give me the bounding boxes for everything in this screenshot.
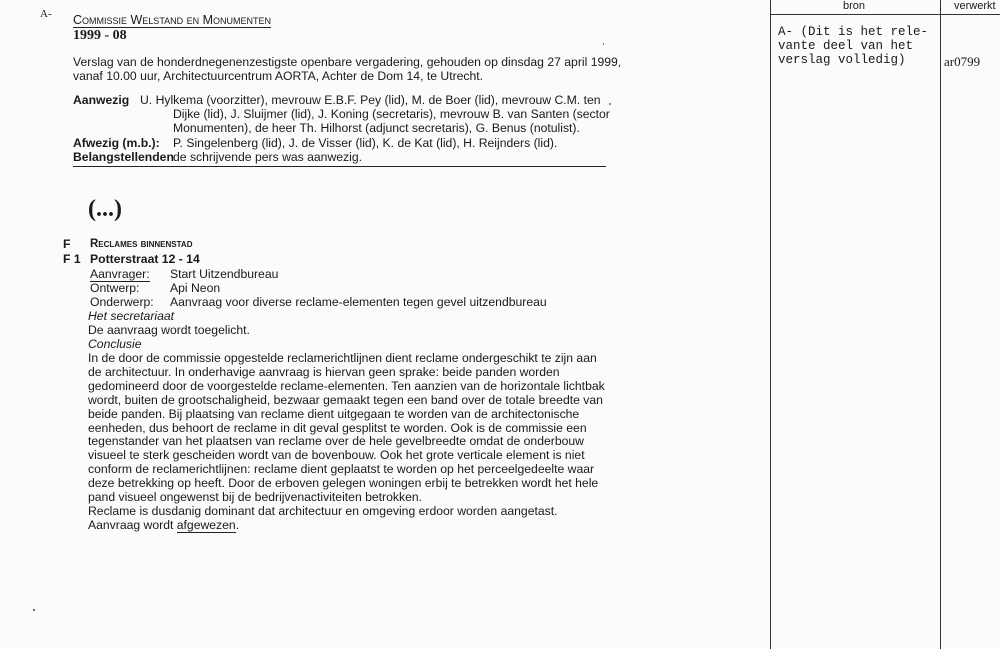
scan-speck — [603, 43, 604, 45]
design-value: Api Neon — [170, 281, 221, 295]
final-decision-suffix: . — [235, 517, 240, 532]
year-reference: 1999 - 08 — [73, 28, 127, 43]
bron-note — [778, 25, 928, 68]
committee-name: Commissie Welstand en Monumenten — [73, 13, 272, 27]
final-decision: afgewezen — [176, 517, 236, 532]
verwerkt-header: verwerkt — [954, 0, 996, 12]
conclusion-line: wordt, buiten de grootschaligheid, bezwaar gemaakt tegen een band over de totale breedte van — [88, 392, 603, 407]
column-divider-bron — [770, 0, 771, 649]
conclusion-line: Reclame is dusdanig dominant dat architectuur en omgeving erdoor worden aangetast. — [88, 503, 558, 518]
conclusion-line: visueel te sterk gescheiden wordt van de bovenbouw. Ook het grote verticale element is niet — [88, 448, 585, 463]
intro-line: vanaf 10.00 uur, Architectuurcentrum AORTA, Achter de Dom 14, te Utrecht. — [73, 68, 484, 83]
bron-note-line: vante deel van het — [778, 39, 914, 54]
present-line: U. Hylkema (voorzitter), mevrouw E.B.F. Pey (lid), M. de Boer (lid), mevrouw C.M. ten — [140, 93, 601, 107]
stakeholders-label: Belangstellenden — [73, 150, 174, 164]
present-label: Aanwezig — [73, 93, 130, 107]
margin-mark: A- — [40, 8, 52, 20]
secretariat-text: De aanvraag wordt toegelicht. — [88, 323, 250, 337]
conclusion-line: In de door de commissie opgestelde reclamerichtlijnen dient reclame ondergeschikt te zijn aan — [88, 351, 597, 365]
applicant-label-text: Aanvrager: — [90, 267, 150, 281]
stakeholders-text: de schrijvende pers was aanwezig. — [173, 150, 363, 164]
bron-note-line: verslag volledig) — [778, 53, 906, 68]
absent-label: Afwezig (m.b.): — [73, 136, 160, 150]
present-line: Monumenten), de heer Th. Hilhorst (adjunct secretaris), G. Benus (notulist). — [173, 120, 580, 135]
conclusion-line: tegenstander van het plaatsen van reclame over de hele gevelbreedte omdat de onderbouw — [88, 434, 584, 449]
design-label: Ontwerp: — [90, 281, 140, 295]
header-separator — [73, 166, 606, 167]
column-header-rule — [770, 14, 1000, 15]
secretariat-heading: Het secretariaat — [88, 309, 175, 323]
intro-line: Verslag van de honderdnegenenzestigste openbare vergadering, gehouden op dinsdag 27 april 1999, — [73, 55, 622, 69]
conclusion-line: beide panden. Bij plaatsing van reclame dient uitgegaan te worden van de architectonische — [88, 406, 580, 421]
present-list — [140, 94, 610, 136]
conclusion-line: conform de reclamerichtlijnen: reclame dient geplaatst te worden op het perceelgedeelte waar — [88, 462, 595, 477]
meeting-intro — [73, 56, 621, 84]
omission-mark: (...) — [88, 196, 122, 222]
absent-list: P. Singelenberg (lid), J. de Visser (lid), K. de Kat (lid), H. Reijnders (lid). — [173, 136, 558, 150]
scan-speck — [609, 103, 611, 105]
column-divider-verwerkt — [940, 0, 941, 649]
final-decision-prefix: Aanvraag wordt — [88, 517, 177, 532]
bron-header: bron — [843, 0, 866, 12]
conclusion-line: de architectuur. In onderhavige aanvraag is hiervan geen sprake: beide panden worden — [88, 364, 560, 379]
conclusion-heading: Conclusie — [88, 337, 142, 351]
conclusion-line: pand visueel ongewenst bij de bedrijvenactiviteiten betrokken. — [88, 490, 423, 505]
conclusion-body — [88, 352, 605, 533]
scan-speck — [33, 609, 35, 611]
verwerkt-code: ar0799 — [944, 54, 981, 69]
conclusion-line: deze betrekking op heeft. Door de erboven gelegen woningen erbij te betrekken wordt het hele — [88, 476, 599, 491]
subject-value: Aanvraag voor diverse reclame-elementen tegen gevel uitzendbureau — [170, 295, 547, 309]
bron-note-line: A- (Dit is het rele- — [778, 25, 929, 39]
applicant-label — [90, 268, 150, 282]
section-title: Reclames binnenstad — [90, 238, 193, 250]
subject-label: Onderwerp: — [90, 295, 154, 309]
present-line: Dijke (lid), J. Sluijmer (lid), J. Koning (secretaris), mevrouw B. van Santen (sector — [173, 106, 610, 121]
item-code: F 1 — [63, 252, 81, 266]
applicant-value: Start Uitzendbureau — [170, 267, 279, 281]
item-address: Potterstraat 12 - 14 — [90, 252, 200, 266]
conclusion-line: eenheden, dus behoort de reclame in dit geval gesplitst te worden. Ook is de commissie een — [88, 420, 587, 435]
conclusion-line: gedomineerd door de voorgestelde reclame-elementen. Ten aanzien van de horizontale lichtbak — [88, 378, 605, 393]
final-decision-line — [88, 519, 605, 533]
section-code: F — [63, 237, 71, 251]
